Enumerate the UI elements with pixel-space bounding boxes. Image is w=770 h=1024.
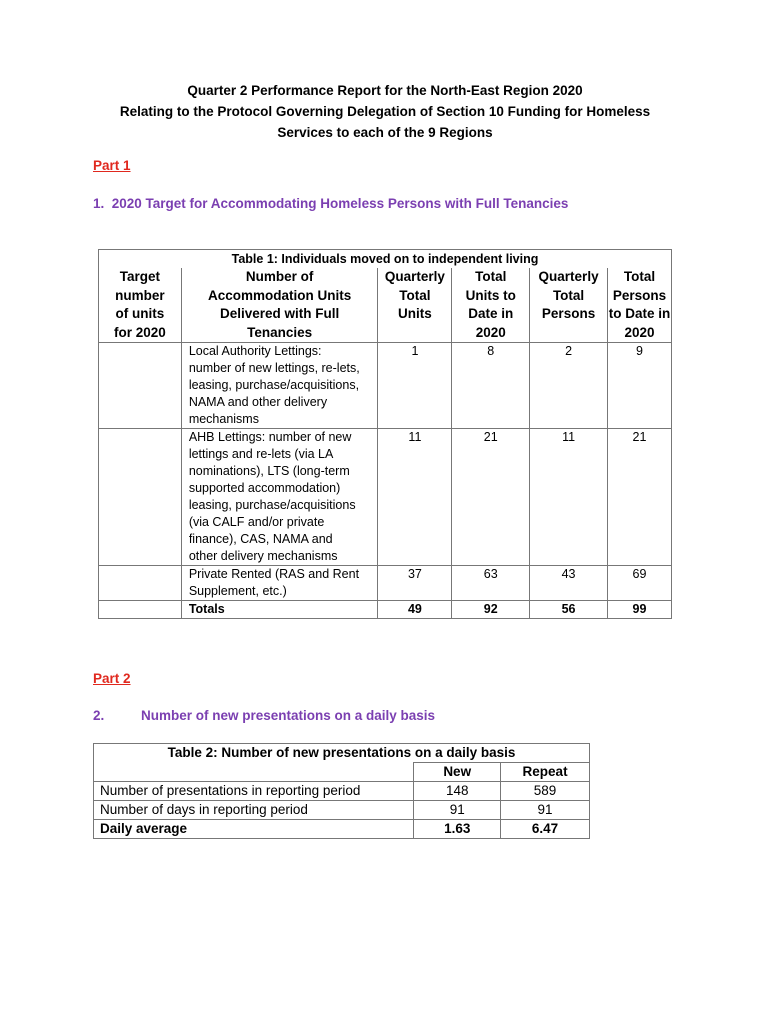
daily-average-row [94,820,590,839]
header-units-to-date: Total Units to Date in 2020 [452,268,530,343]
row-quarterly-units: 11 [378,429,452,566]
totals-label: Totals [181,601,378,619]
row-quarterly-persons: 2 [530,343,608,429]
row-repeat: 589 [501,782,590,801]
daily-average-new: 1.63 [414,820,501,839]
table-1 [98,249,672,619]
header-persons-to-date: Total Persons to Date in 2020 [608,268,672,343]
header-repeat: Repeat [501,763,590,782]
row-description: Private Rented (RAS and Rent Supplement, etc.) [181,566,378,601]
table-1-caption: Table 1: Individuals moved on to independent living [99,250,672,269]
totals-target [99,601,182,619]
section-2-number: 2. [93,708,105,723]
row-quarterly-units: 1 [378,343,452,429]
section-2-heading: Number of new presentations on a daily basis [141,708,436,723]
totals-quarterly-units: 49 [378,601,452,619]
table-row [94,782,590,801]
row-units-to-date: 21 [452,429,530,566]
section-1-heading: 1. 2020 Target for Accommodating Homeless Persons with Full Tenancies [93,196,569,211]
row-quarterly-persons: 11 [530,429,608,566]
table-1-header-row [99,268,672,343]
row-description: AHB Lettings: number of new lettings and re-lets (via LA nominations), LTS (long-term supported accommodation) leasing, purchase/acquisitions (via CALF and/or private finance), CAS, NAMA and other delivery mechanisms [181,429,378,566]
row-units-to-date: 8 [452,343,530,429]
daily-average-repeat: 6.47 [501,820,590,839]
totals-quarterly-persons: 56 [530,601,608,619]
table-2-caption: Table 2: Number of new presentations on a daily basis [94,744,590,763]
row-target [99,566,182,601]
table-row [99,429,672,566]
row-new: 148 [414,782,501,801]
row-label: Number of days in reporting period [94,801,414,820]
title-line-1: Quarter 2 Performance Report for the North-East Region 2020 [187,83,583,98]
row-units-to-date: 63 [452,566,530,601]
row-target [99,429,182,566]
part-1-label: Part 1 [93,158,131,173]
row-description: Local Authority Lettings: number of new lettings, re-lets, leasing, purchase/acquisitions, NAMA and other delivery mechanisms [181,343,378,429]
row-persons-to-date: 21 [608,429,672,566]
totals-units-to-date: 92 [452,601,530,619]
row-persons-to-date: 69 [608,566,672,601]
header-quarterly-persons: Quarterly Total Persons [530,268,608,343]
part-2-label: Part 2 [93,671,131,686]
header-quarterly-units: Quarterly Total Units [378,268,452,343]
table-2 [93,743,590,839]
header-target: Target number of units for 2020 [99,268,182,343]
table-2-header-row [94,763,590,782]
row-new: 91 [414,801,501,820]
daily-average-label: Daily average [94,820,414,839]
row-target [99,343,182,429]
header-delivered: Number of Accommodation Units Delivered with Full Tenancies [181,268,378,343]
report-title [0,80,770,143]
header-new: New [414,763,501,782]
row-quarterly-units: 37 [378,566,452,601]
title-line-3: Services to each of the 9 Regions [277,125,493,140]
title-line-2: Relating to the Protocol Governing Delegation of Section 10 Funding for Homeless [119,104,651,119]
totals-persons-to-date: 99 [608,601,672,619]
table-row [94,801,590,820]
row-repeat: 91 [501,801,590,820]
table-row [99,566,672,601]
header-blank [94,763,414,782]
row-label: Number of presentations in reporting period [94,782,414,801]
table-row [99,343,672,429]
row-persons-to-date: 9 [608,343,672,429]
totals-row [99,601,672,619]
row-quarterly-persons: 43 [530,566,608,601]
